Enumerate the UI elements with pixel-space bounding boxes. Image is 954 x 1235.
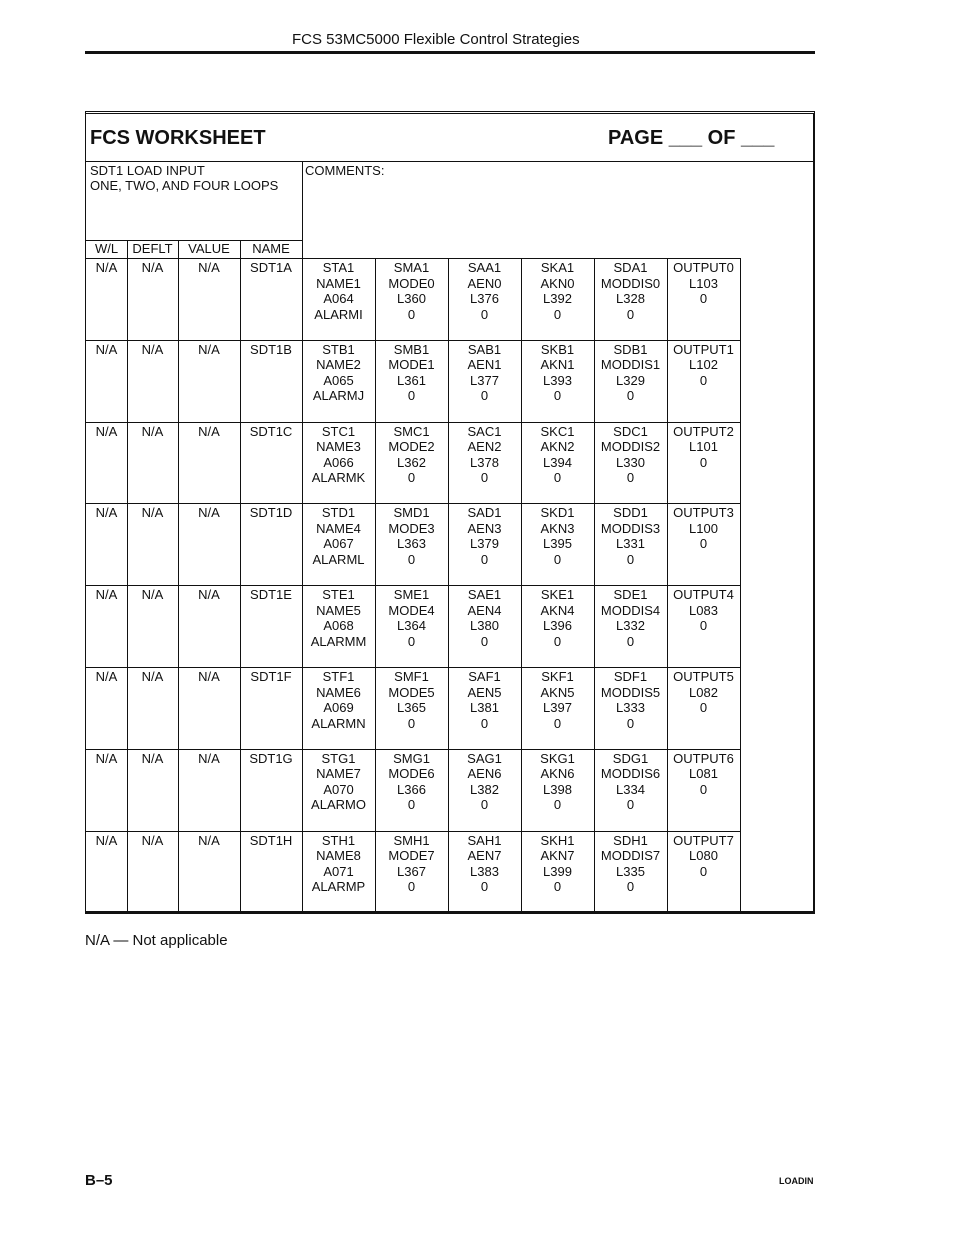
group-line: MODDIS0 <box>600 275 661 291</box>
header-title: FCS 53MC5000 Flexible Control Strategies <box>292 31 580 48</box>
group-line: SAD1 <box>467 505 502 521</box>
row-3-deflt: N/A <box>141 505 164 521</box>
group-line: OUTPUT6 <box>673 750 734 766</box>
group-line: STD1 <box>321 505 356 521</box>
group-line: L377 <box>470 372 499 388</box>
group-line: SAB1 <box>467 341 502 357</box>
group-line: ALARMN <box>311 715 366 731</box>
group-line: NAME7 <box>316 766 361 782</box>
row-0-value: N/A <box>198 260 220 275</box>
group-line: 0 <box>480 388 489 404</box>
row-5-name: SDT1F <box>250 669 292 684</box>
group-line: SAG1 <box>467 750 502 766</box>
group-line: 0 <box>407 388 416 404</box>
row-3-value: N/A <box>198 505 220 521</box>
row-2-group-3 <box>521 424 594 486</box>
group-line: OUTPUT5 <box>673 669 734 684</box>
row-6-group-5 <box>667 751 740 798</box>
group-line: AKN4 <box>540 602 575 618</box>
group-line: NAME1 <box>316 275 361 291</box>
group-line: L362 <box>397 454 426 470</box>
row-1-group-1 <box>375 342 448 404</box>
group-line: MODDIS1 <box>600 357 661 373</box>
group-line: STF1 <box>322 669 355 684</box>
group-line: SKD1 <box>540 505 575 521</box>
section-code: LOADIN <box>779 1176 814 1186</box>
group-line: NAME5 <box>316 602 361 618</box>
group-line: STB1 <box>322 341 355 357</box>
group-line: MODE0 <box>388 275 435 291</box>
group-line: AEN5 <box>467 684 502 700</box>
group-line: 0 <box>626 715 635 731</box>
group-line: SAE1 <box>467 587 502 603</box>
row-6-group-4 <box>594 751 667 813</box>
row-2-name: SDT1C <box>249 423 293 439</box>
group-line: AEN1 <box>467 357 502 373</box>
group-line: L363 <box>397 536 426 552</box>
group-line: ALARMI <box>314 306 363 322</box>
row-1-group-3 <box>521 342 594 404</box>
group-line: L332 <box>616 618 645 634</box>
group-line: L333 <box>616 700 645 715</box>
group-line: SDC1 <box>613 423 648 439</box>
row-4-value: N/A <box>198 587 220 603</box>
group-line: 0 <box>699 372 708 388</box>
group-line: 0 <box>699 291 708 306</box>
group-line: L396 <box>543 618 572 634</box>
worksheet-title-row <box>86 114 814 162</box>
group-line: AKN2 <box>540 439 575 455</box>
group-line: 0 <box>626 879 635 895</box>
row-3-wl: N/A <box>95 505 118 521</box>
group-line: AEN0 <box>467 275 502 291</box>
group-line: A068 <box>323 618 354 634</box>
group-line: 0 <box>407 551 416 567</box>
group-line: SDD1 <box>613 505 648 521</box>
group-line: L398 <box>543 781 572 797</box>
group-line: MODDIS7 <box>600 848 661 864</box>
group-line: MODDIS5 <box>600 684 661 700</box>
group-line: SDE1 <box>613 587 648 603</box>
group-line: 0 <box>407 633 416 649</box>
group-line: A071 <box>323 863 354 879</box>
group-line: STH1 <box>321 832 356 848</box>
row-6-group-0 <box>302 751 375 813</box>
row-4-group-5 <box>667 587 740 634</box>
group-line: OUTPUT7 <box>673 832 734 848</box>
group-line: SMG1 <box>393 750 430 766</box>
row-4-group-4 <box>594 587 667 649</box>
row-3-group-0 <box>302 505 375 567</box>
row-4-wl: N/A <box>95 587 118 603</box>
row-0-group-5 <box>667 260 740 307</box>
row-3-group-5 <box>667 505 740 552</box>
group-line: SKG1 <box>540 750 575 766</box>
worksheet-right-edge <box>813 113 815 913</box>
group-line: L367 <box>397 863 426 879</box>
group-line: AKN7 <box>540 848 575 864</box>
group-line: 0 <box>553 715 562 731</box>
group-line: ALARMK <box>311 470 366 486</box>
group-line: 0 <box>407 306 416 322</box>
block-label <box>90 163 278 193</box>
group-line: L083 <box>689 602 718 618</box>
row-0-deflt: N/A <box>141 260 164 275</box>
group-line: A069 <box>323 700 354 715</box>
group-line: ALARMP <box>311 879 366 895</box>
row-7-group-5 <box>667 833 740 880</box>
group-line: SDA1 <box>613 260 648 275</box>
group-line: 0 <box>480 633 489 649</box>
row-1-group-5 <box>667 342 740 389</box>
row-4-group-1 <box>375 587 448 649</box>
group-line: 0 <box>407 879 416 895</box>
group-line: NAME2 <box>316 357 361 373</box>
group-line: A067 <box>323 536 354 552</box>
worksheet-title: FCS WORKSHEET <box>90 127 266 149</box>
group-line: MODDIS2 <box>600 439 661 455</box>
page-of-field: PAGE ___ OF ___ <box>608 127 775 149</box>
row-2-group-4 <box>594 424 667 486</box>
group-line: 0 <box>407 797 416 813</box>
group-line: SAC1 <box>467 423 502 439</box>
group-line: AKN1 <box>540 357 575 373</box>
group-line: OUTPUT2 <box>673 423 734 439</box>
group-line: SKC1 <box>540 423 575 439</box>
header-rule <box>85 51 815 54</box>
group-line: L334 <box>616 781 645 797</box>
row-5-group-3 <box>521 669 594 731</box>
row-5-group-4 <box>594 669 667 731</box>
group-line: L383 <box>470 863 499 879</box>
group-line: MODE3 <box>388 520 435 536</box>
group-line: L361 <box>397 372 426 388</box>
group-line: L382 <box>470 781 499 797</box>
row-3-name: SDT1D <box>249 505 293 521</box>
group-line: SMC1 <box>393 423 430 439</box>
group-line: AEN3 <box>467 520 502 536</box>
row-7-group-3 <box>521 833 594 895</box>
group-line: A064 <box>323 291 354 306</box>
row-1-value: N/A <box>198 341 220 357</box>
group-line: A066 <box>323 454 354 470</box>
row-2-wl: N/A <box>95 423 118 439</box>
group-line: 0 <box>553 879 562 895</box>
row-6-value: N/A <box>198 750 220 766</box>
group-line: AKN5 <box>540 684 575 700</box>
comments-label: COMMENTS: <box>305 163 385 178</box>
group-line: 0 <box>626 797 635 813</box>
group-line: MODE7 <box>388 848 435 864</box>
row-5-group-1 <box>375 669 448 731</box>
group-line: ALARMM <box>310 633 367 649</box>
group-line: SAF1 <box>468 669 501 684</box>
row-5-deflt: N/A <box>141 669 164 684</box>
group-line: 0 <box>626 633 635 649</box>
group-line: L335 <box>616 863 645 879</box>
column-header-2: VALUE <box>188 241 230 256</box>
group-line: 0 <box>699 781 708 797</box>
row-6-group-1 <box>375 751 448 813</box>
row-2-deflt: N/A <box>141 423 164 439</box>
group-line: L360 <box>397 291 426 306</box>
row-7-group-1 <box>375 833 448 895</box>
group-line: AKN3 <box>540 520 575 536</box>
group-line: SDB1 <box>613 341 648 357</box>
row-4-group-0 <box>302 587 375 649</box>
row-6-name: SDT1G <box>249 750 293 766</box>
group-line: AEN4 <box>467 602 502 618</box>
group-line: 0 <box>626 388 635 404</box>
group-line: OUTPUT3 <box>673 505 734 521</box>
row-5-group-2 <box>448 669 521 731</box>
row-0-group-4 <box>594 260 667 322</box>
group-line: L394 <box>543 454 572 470</box>
group-line: 0 <box>553 797 562 813</box>
group-line: NAME6 <box>316 684 361 700</box>
group-line: 0 <box>626 306 635 322</box>
group-line: 0 <box>407 715 416 731</box>
group-line: A065 <box>323 372 354 388</box>
group-line: SAA1 <box>467 260 502 275</box>
group-line: 0 <box>553 388 562 404</box>
group-line: SAH1 <box>467 832 502 848</box>
worksheet-bottom-edge <box>85 911 815 913</box>
group-line: AEN7 <box>467 848 502 864</box>
group-line: L379 <box>470 536 499 552</box>
group-line: L081 <box>689 766 718 782</box>
group-line: NAME4 <box>316 520 361 536</box>
group-line: L330 <box>616 454 645 470</box>
group-line: SMH1 <box>393 832 430 848</box>
group-line: L364 <box>397 618 426 634</box>
group-line: 0 <box>480 797 489 813</box>
row-5-group-5 <box>667 669 740 716</box>
row-6-deflt: N/A <box>141 750 164 766</box>
group-line: OUTPUT0 <box>673 260 734 275</box>
group-line: ALARML <box>312 551 365 567</box>
group-line: L365 <box>397 700 426 715</box>
group-line: L101 <box>689 439 718 455</box>
row-5-wl: N/A <box>95 669 118 684</box>
row-7-group-0 <box>302 833 375 895</box>
group-line: L381 <box>470 700 499 715</box>
group-line: SKF1 <box>541 669 574 684</box>
group-line: A070 <box>323 781 354 797</box>
group-line: SMB1 <box>393 341 430 357</box>
row-0-group-3 <box>521 260 594 322</box>
row-6-wl: N/A <box>95 750 118 766</box>
row-3-group-3 <box>521 505 594 567</box>
group-line: MODE5 <box>388 684 435 700</box>
row-5-group-0 <box>302 669 375 731</box>
row-0-name: SDT1A <box>250 260 292 275</box>
group-line: L082 <box>689 684 718 700</box>
row-1-group-0 <box>302 342 375 404</box>
group-line: L102 <box>689 357 718 373</box>
group-line: OUTPUT4 <box>673 587 734 603</box>
row-6-group-2 <box>448 751 521 813</box>
row-7-name: SDT1H <box>249 832 293 848</box>
row-rule-4 <box>86 585 740 586</box>
page-number: B–5 <box>85 1172 113 1189</box>
group-line: 0 <box>553 306 562 322</box>
block-label-line1: SDT1 LOAD INPUT <box>90 163 205 178</box>
group-line: STG1 <box>321 750 356 766</box>
row-rule-5 <box>86 667 740 668</box>
block-label-line2: ONE, TWO, AND FOUR LOOPS <box>90 178 279 193</box>
group-line: SDG1 <box>612 750 649 766</box>
group-line: SDF1 <box>613 669 648 684</box>
row-7-deflt: N/A <box>141 832 164 848</box>
group-divider-5 <box>740 258 741 912</box>
group-line: L395 <box>543 536 572 552</box>
row-2-group-2 <box>448 424 521 486</box>
row-4-name: SDT1E <box>250 587 292 603</box>
row-2-group-0 <box>302 424 375 486</box>
group-line: L376 <box>470 291 499 306</box>
group-line: MODE2 <box>388 439 435 455</box>
group-line: ALARMO <box>311 797 366 813</box>
group-line: SKA1 <box>540 260 575 275</box>
row-1-wl: N/A <box>95 341 118 357</box>
group-line: STC1 <box>321 423 356 439</box>
group-line: NAME3 <box>316 439 361 455</box>
group-line: 0 <box>699 863 708 879</box>
group-line: 0 <box>699 536 708 552</box>
row-7-value: N/A <box>198 832 220 848</box>
group-line: ALARMJ <box>312 388 365 404</box>
row-4-group-2 <box>448 587 521 649</box>
group-line: L080 <box>689 848 718 864</box>
group-line: AEN2 <box>467 439 502 455</box>
group-line: L399 <box>543 863 572 879</box>
row-4-group-3 <box>521 587 594 649</box>
group-line: 0 <box>407 470 416 486</box>
row-3-group-1 <box>375 505 448 567</box>
group-line: MODE1 <box>388 357 435 373</box>
column-header-0: W/L <box>94 241 119 256</box>
row-0-group-0 <box>302 260 375 322</box>
row-1-deflt: N/A <box>141 341 164 357</box>
rows-top-rule <box>86 258 740 259</box>
group-line: SDH1 <box>613 832 648 848</box>
row-7-wl: N/A <box>95 832 118 848</box>
column-header-3: NAME <box>252 241 290 256</box>
row-2-value: N/A <box>198 423 220 439</box>
group-line: SMD1 <box>393 505 430 521</box>
group-line: NAME8 <box>316 848 361 864</box>
group-line: MODDIS6 <box>600 766 661 782</box>
group-line: L100 <box>689 520 718 536</box>
row-0-group-2 <box>448 260 521 322</box>
group-line: L329 <box>616 372 645 388</box>
row-7-group-2 <box>448 833 521 895</box>
group-line: 0 <box>480 551 489 567</box>
group-line: 0 <box>553 633 562 649</box>
group-line: L331 <box>616 536 645 552</box>
group-line: STE1 <box>322 587 355 603</box>
group-line: 0 <box>480 470 489 486</box>
group-line: 0 <box>553 470 562 486</box>
group-line: 0 <box>480 715 489 731</box>
group-line: L366 <box>397 781 426 797</box>
group-line: L328 <box>616 291 645 306</box>
group-line: 0 <box>480 306 489 322</box>
column-header-1: DEFLT <box>132 241 173 256</box>
group-line: L392 <box>543 291 572 306</box>
group-line: SME1 <box>393 587 430 603</box>
row-4-deflt: N/A <box>141 587 164 603</box>
footnote: N/A — Not applicable <box>85 932 228 949</box>
group-line: MODE6 <box>388 766 435 782</box>
group-line: AEN6 <box>467 766 502 782</box>
group-line: SMF1 <box>394 669 429 684</box>
row-6-group-3 <box>521 751 594 813</box>
group-line: AKN0 <box>540 275 575 291</box>
row-0-wl: N/A <box>95 260 118 275</box>
row-1-group-4 <box>594 342 667 404</box>
row-7-group-4 <box>594 833 667 895</box>
group-line: 0 <box>480 879 489 895</box>
row-rule-3 <box>86 503 740 504</box>
group-line: 0 <box>553 551 562 567</box>
row-3-group-4 <box>594 505 667 567</box>
group-line: 0 <box>626 470 635 486</box>
group-line: L103 <box>689 275 718 291</box>
group-line: MODDIS3 <box>600 520 661 536</box>
group-line: SKH1 <box>540 832 575 848</box>
group-line: SKB1 <box>540 341 575 357</box>
row-1-name: SDT1B <box>250 341 292 357</box>
group-line: 0 <box>699 454 708 470</box>
group-line: 0 <box>699 618 708 634</box>
group-line: L378 <box>470 454 499 470</box>
group-line: AKN6 <box>540 766 575 782</box>
group-line: SKE1 <box>540 587 575 603</box>
group-line: SMA1 <box>393 260 430 275</box>
row-5-value: N/A <box>198 669 220 684</box>
group-line: MODE4 <box>388 602 435 618</box>
group-line: 0 <box>626 551 635 567</box>
group-line: STA1 <box>322 260 355 275</box>
row-0-group-1 <box>375 260 448 322</box>
row-3-group-2 <box>448 505 521 567</box>
row-1-group-2 <box>448 342 521 404</box>
group-line: MODDIS4 <box>600 602 661 618</box>
row-2-group-1 <box>375 424 448 486</box>
group-line: L397 <box>543 700 572 715</box>
group-line: OUTPUT1 <box>673 341 734 357</box>
group-line: L393 <box>543 372 572 388</box>
group-line: L380 <box>470 618 499 634</box>
group-line: 0 <box>699 700 708 715</box>
row-2-group-5 <box>667 424 740 471</box>
